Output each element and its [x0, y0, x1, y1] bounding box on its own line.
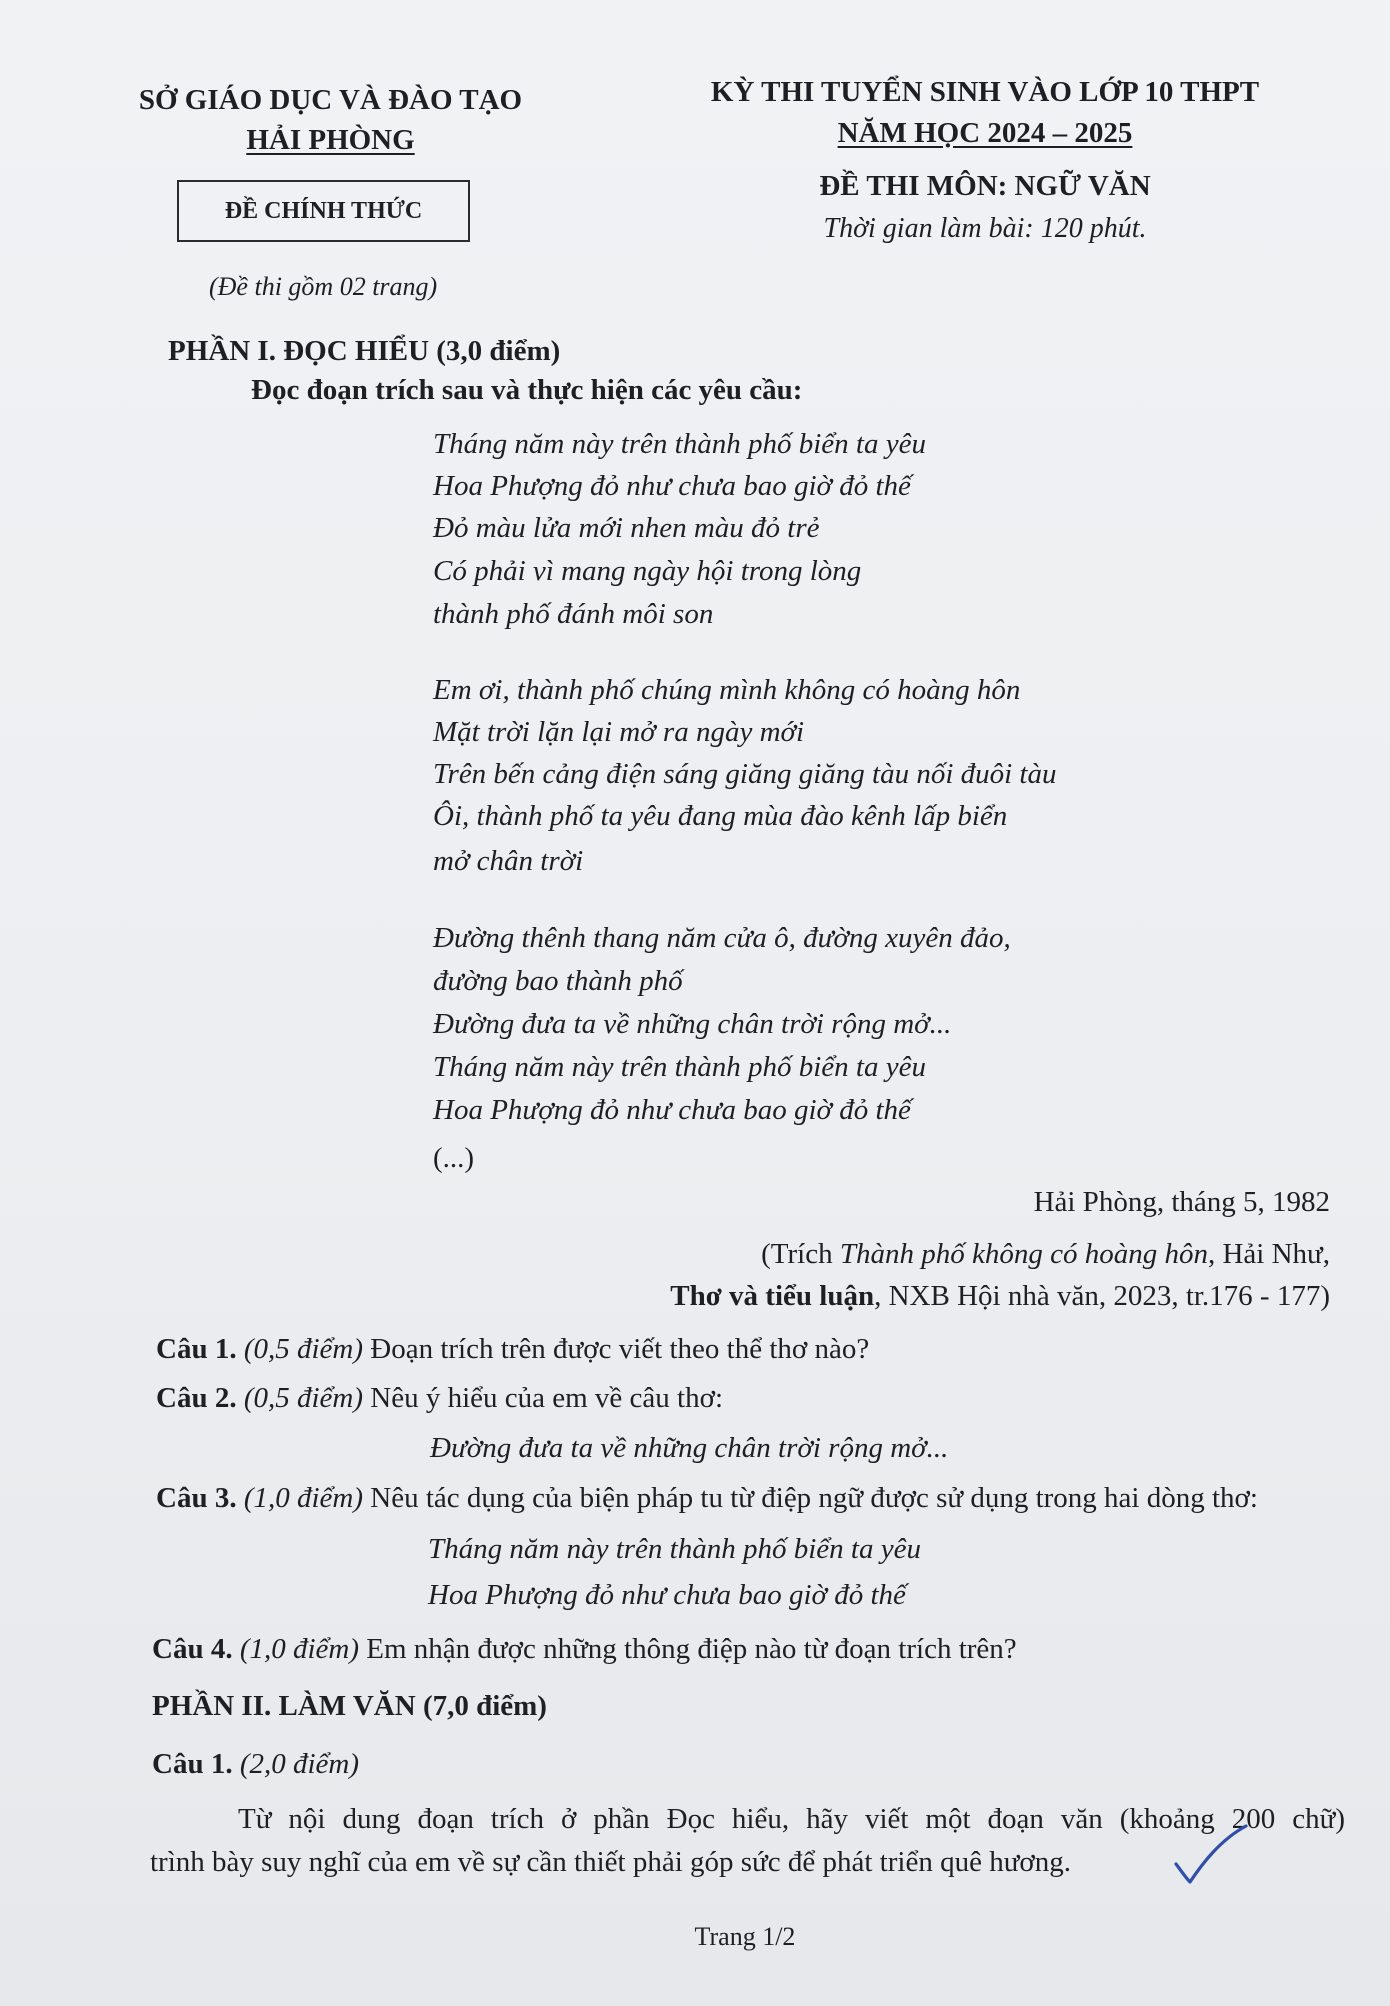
part2-prompt-line-1: Từ nội dung đoạn trích ở phần Đọc hiểu, hãy viết một đoạn văn (khoảng 200 chữ)	[238, 1803, 1345, 1835]
department-name: SỞ GIÁO DỤC VÀ ĐÀO TẠO	[138, 84, 523, 116]
poem-line: Đỏ màu lửa mới nhen màu đỏ trẻ	[433, 512, 820, 544]
official-exam-box	[177, 180, 470, 242]
poem-line: Đường đưa ta về những chân trời rộng mở...	[433, 1008, 952, 1040]
question-3-quote-line: Tháng năm này trên thành phố biển ta yêu	[428, 1533, 921, 1565]
poem-line: Tháng năm này trên thành phố biển ta yêu	[433, 428, 926, 460]
poem-line: mở chân trời	[433, 845, 584, 877]
city-name: HẢI PHÒNG	[246, 124, 415, 156]
part2-prompt	[150, 1798, 1345, 1884]
question-3-quote-line: Hoa Phượng đỏ như chưa bao giờ đỏ thế	[428, 1579, 906, 1611]
exam-time: Thời gian làm bài: 120 phút.	[823, 213, 1147, 244]
official-exam-label: ĐỀ CHÍNH THỨC	[224, 197, 423, 224]
poem-line: Có phải vì mang ngày hội trong lòng	[433, 555, 862, 587]
question-1: Câu 1. (0,5 điểm) Đoạn trích trên được viết theo thể thơ nào?	[156, 1333, 870, 1365]
question-3: Câu 3. (1,0 điểm) Nêu tác dụng của biện pháp tu từ điệp ngữ được sử dụng trong hai dòng thơ:	[156, 1482, 1258, 1514]
page-number: Trang 1/2	[694, 1922, 796, 1951]
question-2: Câu 2. (0,5 điểm) Nêu ý hiểu của em về câu thơ:	[156, 1382, 723, 1414]
part1-title: PHẦN I. ĐỌC HIỂU (3,0 điểm)	[168, 335, 561, 367]
poem-line: Hoa Phượng đỏ như chưa bao giờ đỏ thế	[433, 470, 911, 502]
exam-subject: ĐỀ THI MÔN: NGỮ VĂN	[819, 170, 1151, 202]
poem-line: Tháng năm này trên thành phố biển ta yêu	[433, 1051, 926, 1083]
poem-line: Mặt trời lặn lại mở ra ngày mới	[433, 716, 805, 748]
part2-title: PHẦN II. LÀM VĂN (7,0 điểm)	[152, 1690, 547, 1722]
source-poem-title: Thành phố không có hoàng hôn	[839, 1238, 1208, 1270]
source-line-2: Thơ và tiểu luận, NXB Hội nhà văn, 2023, tr.176 - 177)	[670, 1280, 1330, 1312]
part2-prompt-line-2: trình bày suy nghĩ của em về sự cần thiết phải góp sức để phát triển quê hương.	[150, 1846, 1071, 1878]
poem-ellipsis: (...)	[433, 1142, 475, 1174]
poem-line: Hoa Phượng đỏ như chưa bao giờ đỏ thế	[433, 1094, 911, 1126]
question-2-quote: Đường đưa ta về những chân trời rộng mở...	[430, 1432, 949, 1464]
place-date: Hải Phòng, tháng 5, 1982	[1033, 1186, 1330, 1218]
question-4: Câu 4. (1,0 điểm) Em nhận được những thông điệp nào từ đoạn trích trên?	[152, 1633, 1017, 1665]
poem-line: thành phố đánh môi son	[433, 598, 714, 630]
school-year: NĂM HỌC 2024 – 2025	[837, 117, 1133, 149]
part1-instruction: Đọc đoạn trích sau và thực hiện các yêu cầu:	[251, 374, 803, 406]
source-book-title: Thơ và tiểu luận	[670, 1280, 875, 1312]
checkmark-icon	[1172, 1820, 1252, 1890]
poem-line: Em ơi, thành phố chúng mình không có hoàng hôn	[433, 674, 1021, 706]
poem-line: đường bao thành phố	[433, 965, 683, 997]
exam-title: KỲ THI TUYỂN SINH VÀO LỚP 10 THPT	[710, 76, 1260, 108]
poem-line: Ôi, thành phố ta yêu đang mùa đào kênh lấp biển	[433, 800, 1008, 832]
poem-line: Trên bến cảng điện sáng giăng giăng tàu nối đuôi tàu	[433, 758, 1057, 790]
pages-note: (Đề thi gồm 02 trang)	[209, 272, 438, 301]
source-line-1: (Trích Thành phố không có hoàng hôn, Hải Như,	[761, 1238, 1330, 1270]
part2-question-1: Câu 1. (2,0 điểm)	[152, 1748, 360, 1780]
poem-line: Đường thênh thang năm cửa ô, đường xuyên đảo,	[433, 922, 1011, 954]
